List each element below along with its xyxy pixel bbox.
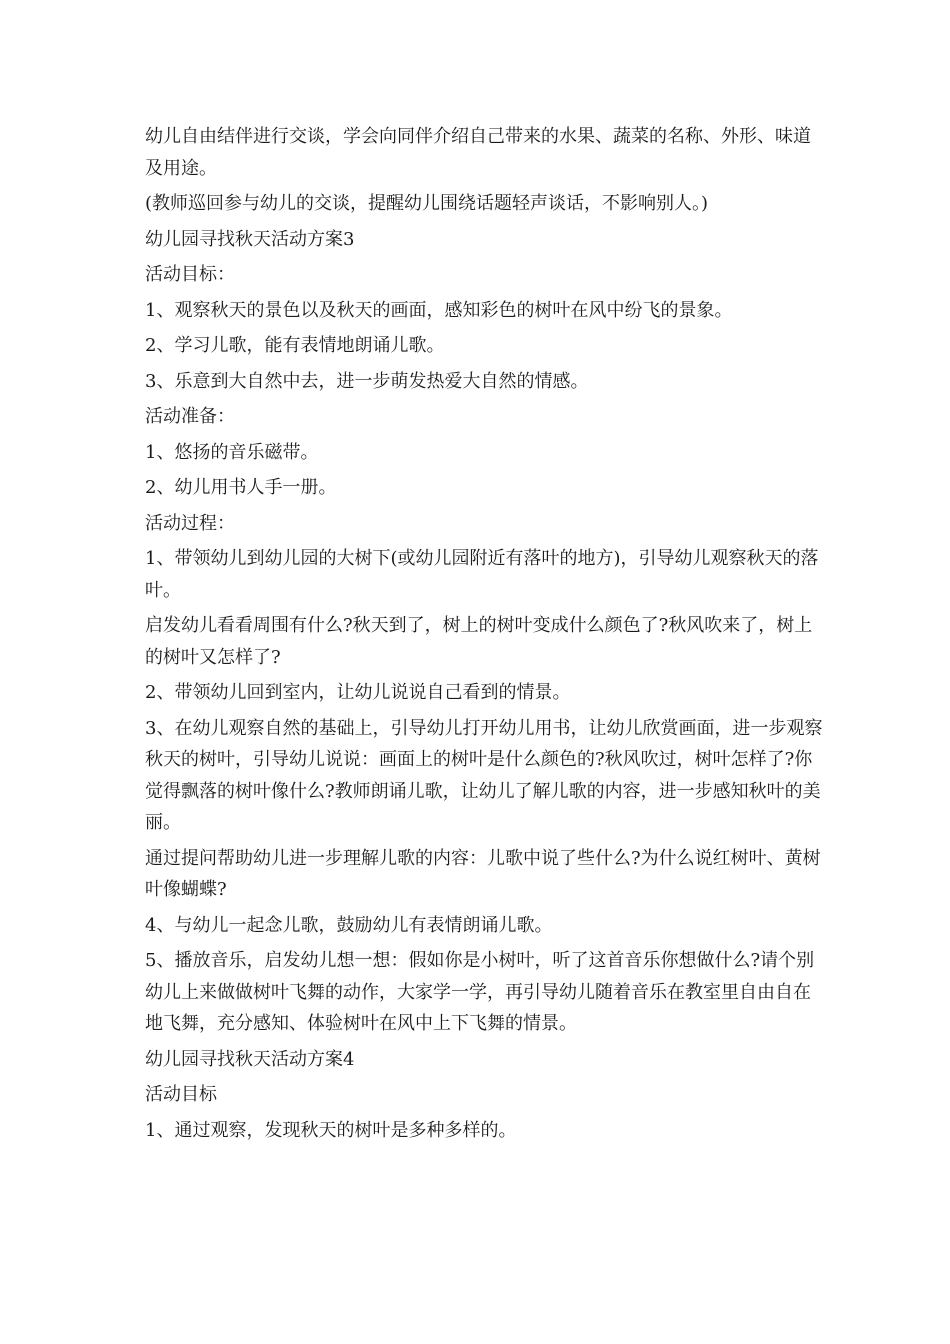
section-heading: 幼儿园寻找秋天活动方案4: [145, 1048, 355, 1070]
list-item: 1、带领幼儿到幼儿园的大树下(或幼儿园附近有落叶的地方)，引导幼儿观察秋天的落叶。: [145, 548, 819, 601]
list-item: 5、播放音乐，启发幼儿想一想：假如你是小树叶，听了这首音乐你想做什么?请个别幼儿上来做做树叶飞舞的动作，大家学一学，再引导幼儿随着音乐在教室里自由自在地飞舞，充分感知、体验树叶在风中上下飞舞的情景。: [145, 950, 815, 1034]
list-item: 3、在幼儿观察自然的基础上，引导幼儿打开幼儿用书，让幼儿欣赏画面，进一步观察秋天的树叶，引导幼儿说说：画面上的树叶是什么颜色的?秋风吹过，树叶怎样了?你觉得飘落的树叶像什么?教师朗诵儿歌，让幼儿了解儿歌的内容，进一步感知秋叶的美丽。: [145, 717, 823, 833]
document-body: [145, 121, 825, 1150]
subheading: 活动过程：: [145, 512, 235, 534]
section-heading: 幼儿园寻找秋天活动方案3: [145, 228, 355, 250]
paragraph: 启发幼儿看看周围有什么?秋天到了，树上的树叶变成什么颜色了?秋风吹来了，树上的树叶又怎样了?: [145, 615, 813, 668]
paragraph: 通过提问帮助幼儿进一步理解儿歌的内容：儿歌中说了些什么?为什么说红树叶、黄树叶像蝴蝶?: [145, 847, 821, 900]
list-item: 3、乐意到大自然中去，进一步萌发热爱大自然的情感。: [145, 370, 589, 392]
list-item: 1、通过观察，发现秋天的树叶是多种多样的。: [145, 1119, 517, 1141]
list-item: 4、与幼儿一起念儿歌，鼓励幼儿有表情朗诵儿歌。: [145, 914, 553, 936]
list-item: 2、带领幼儿回到室内，让幼儿说说自己看到的情景。: [145, 682, 571, 703]
list-item: 2、幼儿用书人手一册。: [145, 477, 337, 498]
list-item: 2、学习儿歌，能有表情地朗诵儿歌。: [145, 335, 445, 356]
subheading: 活动目标：: [145, 264, 235, 285]
list-item: 1、观察秋天的景色以及秋天的画面，感知彩色的树叶在风中纷飞的景象。: [145, 299, 733, 321]
paragraph: 幼儿自由结伴进行交谈，学会向同伴介绍自己带来的水果、蔬菜的名称、外形、味道及用途。: [145, 126, 811, 179]
list-item: 1、悠扬的音乐磁带。: [145, 441, 319, 463]
subheading: 活动准备：: [145, 406, 235, 427]
subheading: 活动目标: [145, 1084, 217, 1105]
paragraph: (教师巡回参与幼儿的交谈，提醒幼儿围绕话题轻声谈话，不影响别人。): [145, 193, 709, 214]
